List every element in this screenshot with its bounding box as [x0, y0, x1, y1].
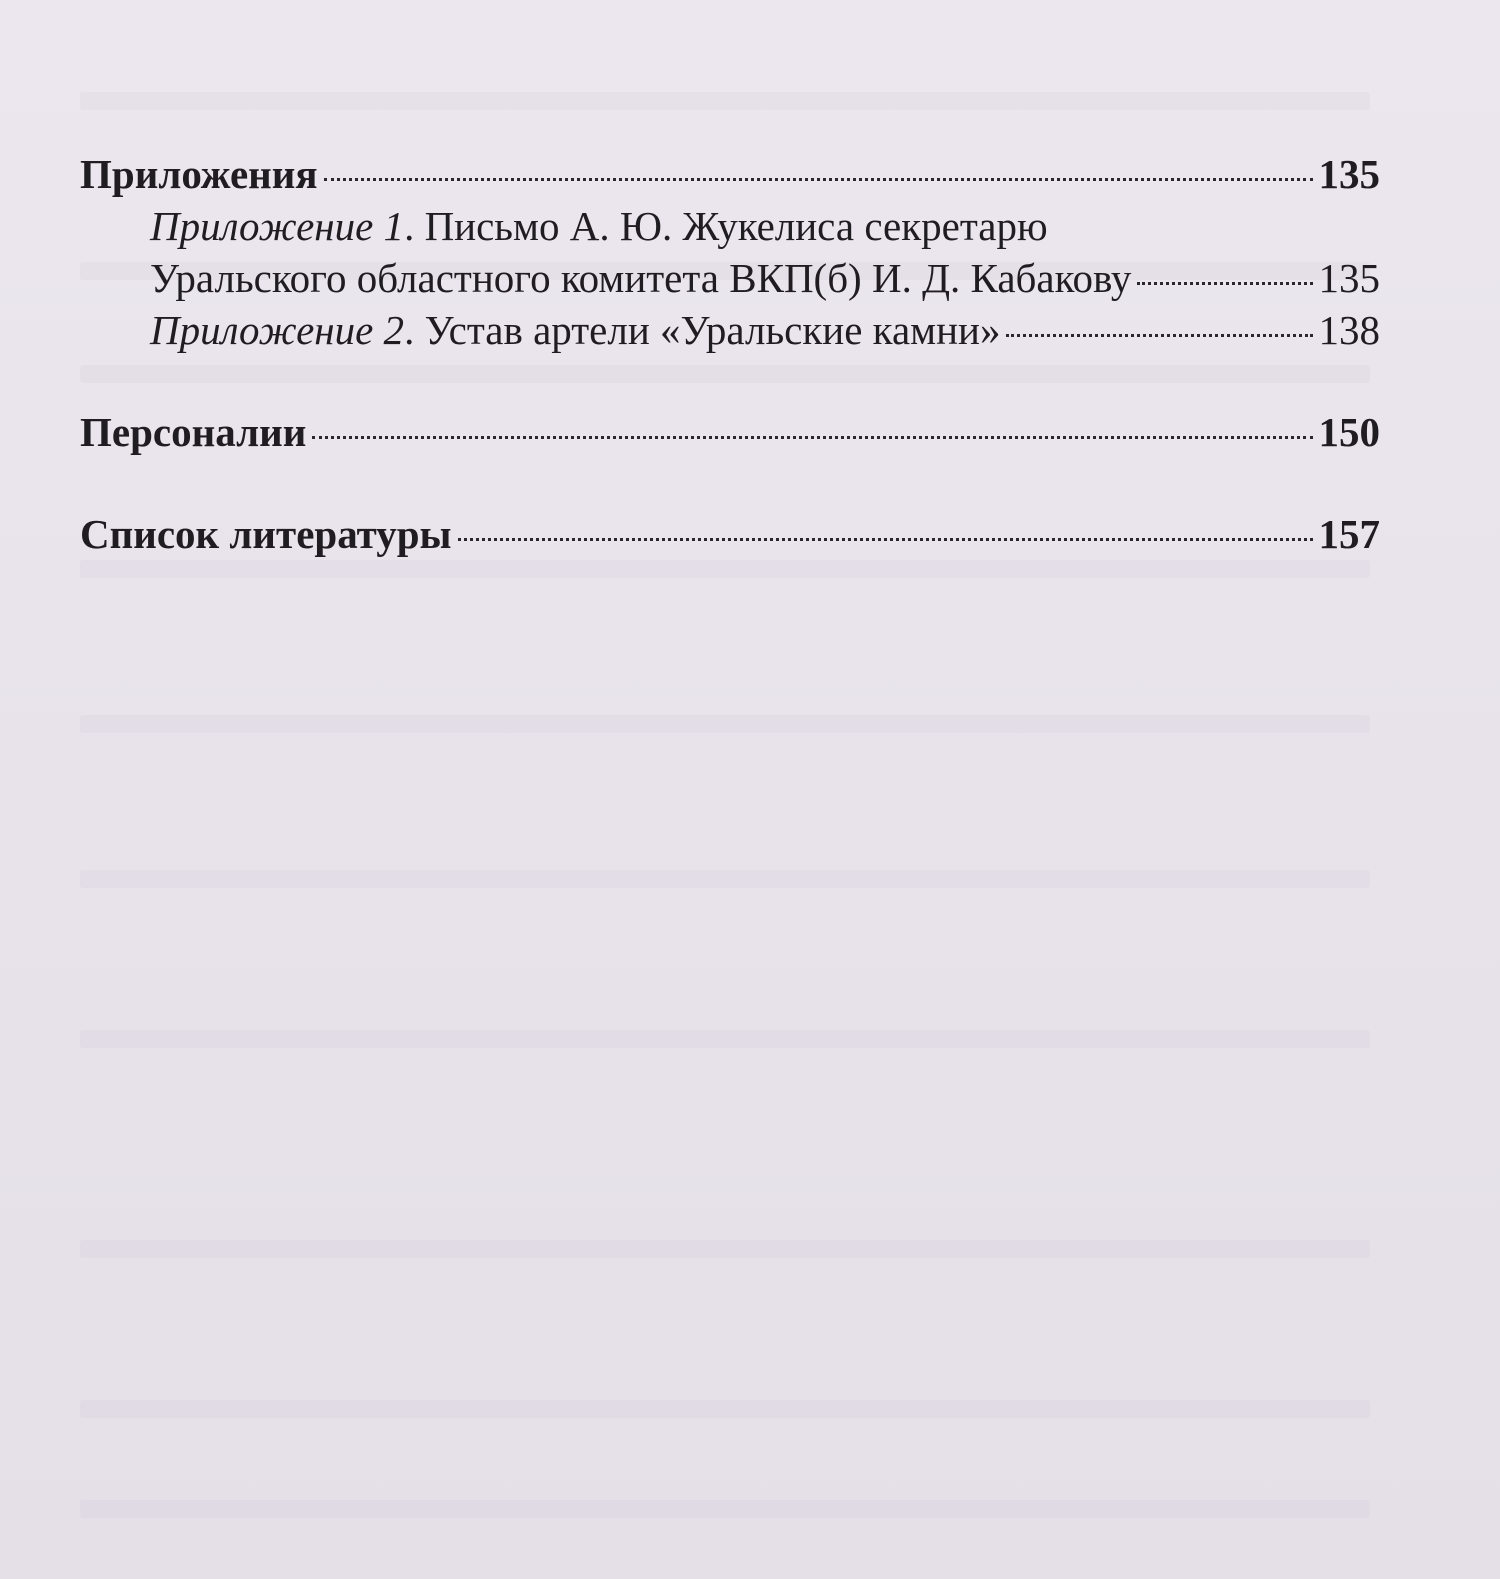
dot-leader	[1137, 282, 1312, 285]
appendix-title-text: . Устав артели «Уральские камни»	[404, 307, 1001, 353]
appendix-title-part2: Уральского областного комитета ВКП(б) И. Д. Кабакову	[150, 255, 1132, 301]
toc-entry-appendix-1-line1	[150, 200, 1380, 252]
toc-entry-appendix-1[interactable]	[80, 200, 1380, 304]
toc-entry-personalia[interactable]	[80, 406, 1380, 458]
dot-leader	[324, 178, 1313, 181]
toc-entry-appendices[interactable]	[80, 148, 1380, 200]
spacer	[80, 356, 1380, 406]
toc-page-number: 135	[1318, 255, 1380, 301]
toc-page-number: 157	[1318, 511, 1380, 557]
toc-page-number: 138	[1318, 307, 1380, 353]
dot-leader	[1006, 334, 1312, 337]
appendix-title-part1: . Письмо А. Ю. Жукелиса секретарю	[404, 203, 1048, 249]
dot-leader	[458, 538, 1313, 541]
toc-page-number: 150	[1318, 409, 1380, 455]
toc-entry-title: Приложения	[80, 151, 318, 197]
appendix-label: Приложение 2	[150, 307, 405, 353]
spacer	[80, 458, 1380, 508]
toc-entry-title: Список литературы	[80, 511, 452, 557]
toc-entry-appendix-2-line	[150, 304, 1380, 356]
toc-entry-bibliography[interactable]	[80, 508, 1380, 560]
toc-entry-appendix-1-line2	[150, 252, 1380, 304]
toc-entry-title: Персоналии	[80, 409, 307, 455]
dot-leader	[312, 436, 1312, 439]
toc-entry-appendix-2[interactable]	[80, 304, 1380, 356]
toc-page-number: 135	[1318, 151, 1380, 197]
appendix-title	[150, 304, 1000, 356]
table-of-contents	[80, 148, 1380, 560]
appendix-label: Приложение 1	[150, 203, 405, 249]
